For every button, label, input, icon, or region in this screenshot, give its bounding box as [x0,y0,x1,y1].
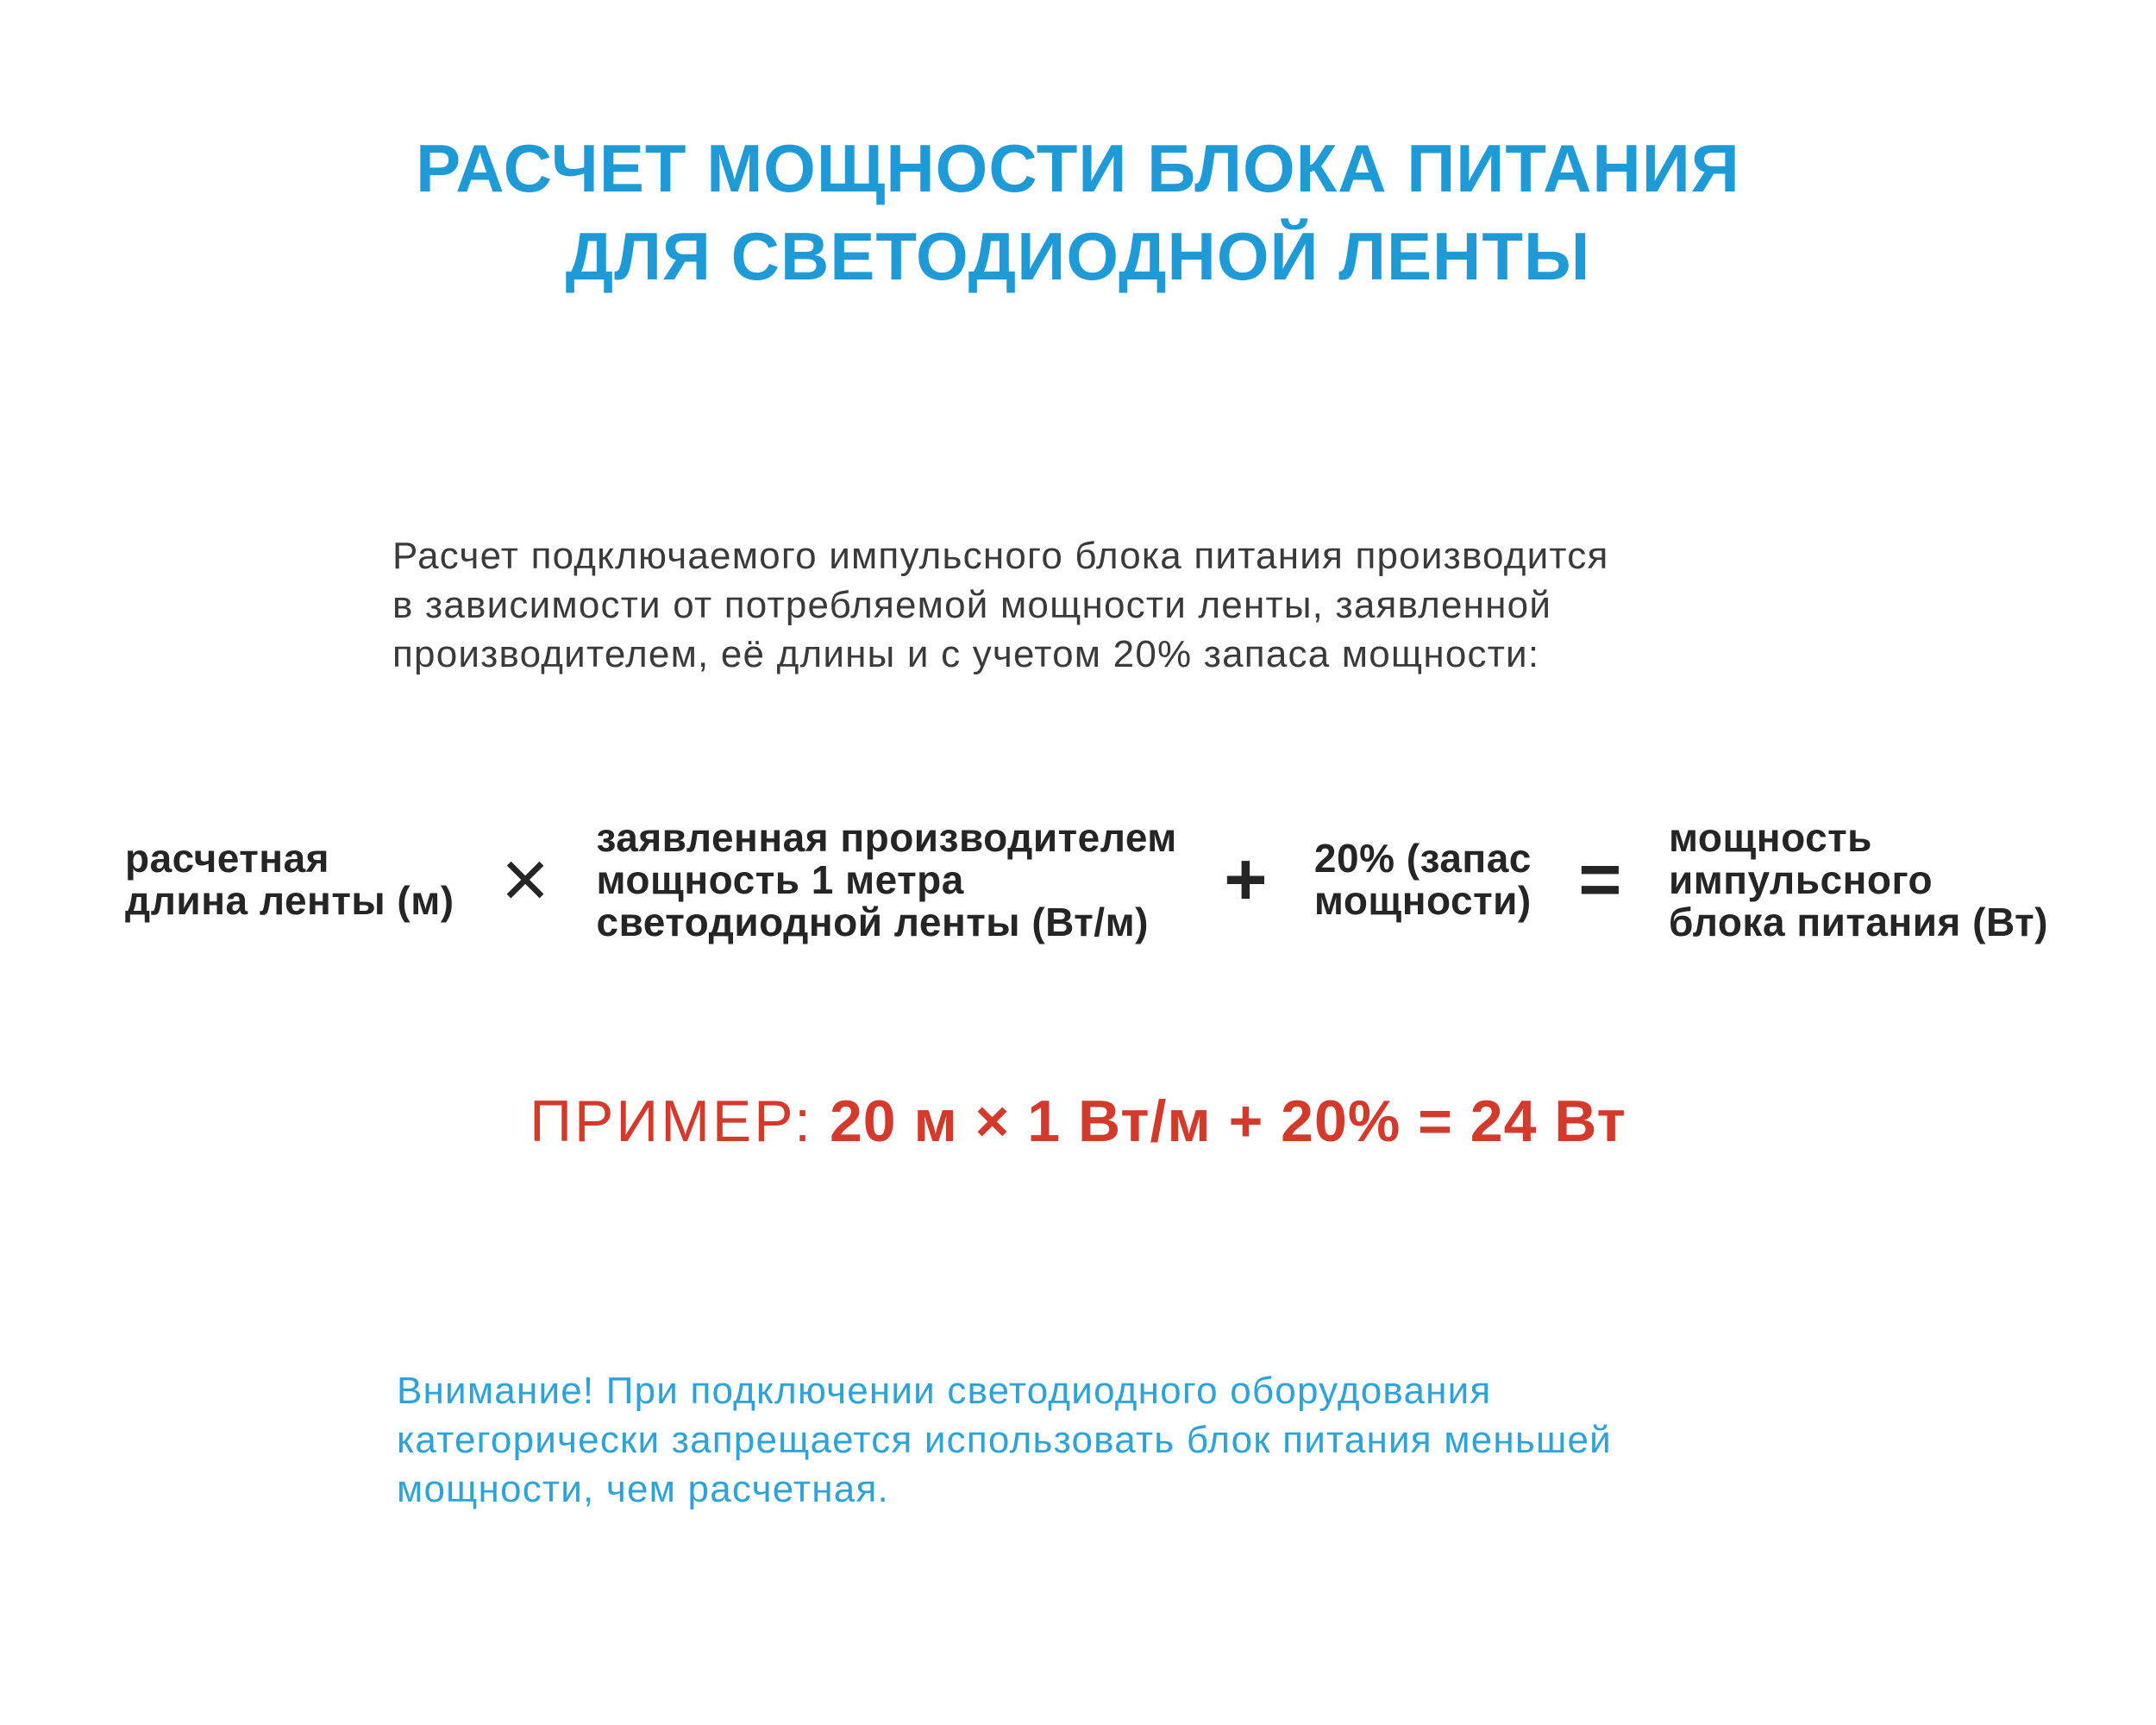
warning-line-2: категорически запрещается использовать блок питания меньшей [397,1419,1612,1461]
calculation-example [0,1086,2156,1157]
title-line-1: РАСЧЕТ МОЩНОСТИ БЛОКА ПИТАНИЯ [416,130,1740,206]
term2-line-3: светодиодной ленты (Вт/м) [596,899,1149,944]
warning-line-1: Внимание! При подключении светодиодного оборудования [397,1370,1492,1412]
page-title [0,124,2156,300]
term1-line-1: расчетная [125,836,329,881]
formula-result-psu-power [1668,814,2048,944]
warning-paragraph [397,1366,1612,1514]
result-line-2: импульсного [1668,856,1934,902]
formula-term-power-per-meter [596,814,1177,944]
warning-line-3: мощности, чем расчетная. [397,1468,889,1510]
power-formula [125,811,2048,949]
term2-line-2: мощность 1 метра [596,856,964,902]
example-label: ПРИМЕР: [530,1088,814,1154]
result-line-1: мощность [1668,814,1872,860]
intro-line-1: Расчет подключаемого импульсного блока питания производится [392,535,1609,577]
formula-term-power-reserve [1314,837,1532,922]
term2-line-1: заявленная производителем [596,814,1177,860]
term3-line-2: мощности) [1313,878,1532,923]
term3-line-1: 20% (запас [1313,836,1532,881]
intro-line-2: в зависимости от потребляемой мощности ленты, заявленной [392,584,1552,626]
formula-term-strip-length [125,837,454,922]
plus-operator: + [1224,838,1268,921]
title-line-2: ДЛЯ СВЕТОДИОДНОЙ ЛЕНТЫ [565,218,1591,294]
equals-operator: = [1578,838,1622,921]
intro-line-3: производителем, её длины и с учетом 20% запаса мощности: [392,633,1540,675]
intro-paragraph [392,531,1609,679]
term1-line-2: длина ленты (м) [125,878,454,923]
example-equation: 20 м × 1 Вт/м + 20% = 24 Вт [829,1088,1626,1154]
result-line-3: блока питания (Вт) [1668,899,2048,944]
multiply-operator: × [501,833,550,925]
